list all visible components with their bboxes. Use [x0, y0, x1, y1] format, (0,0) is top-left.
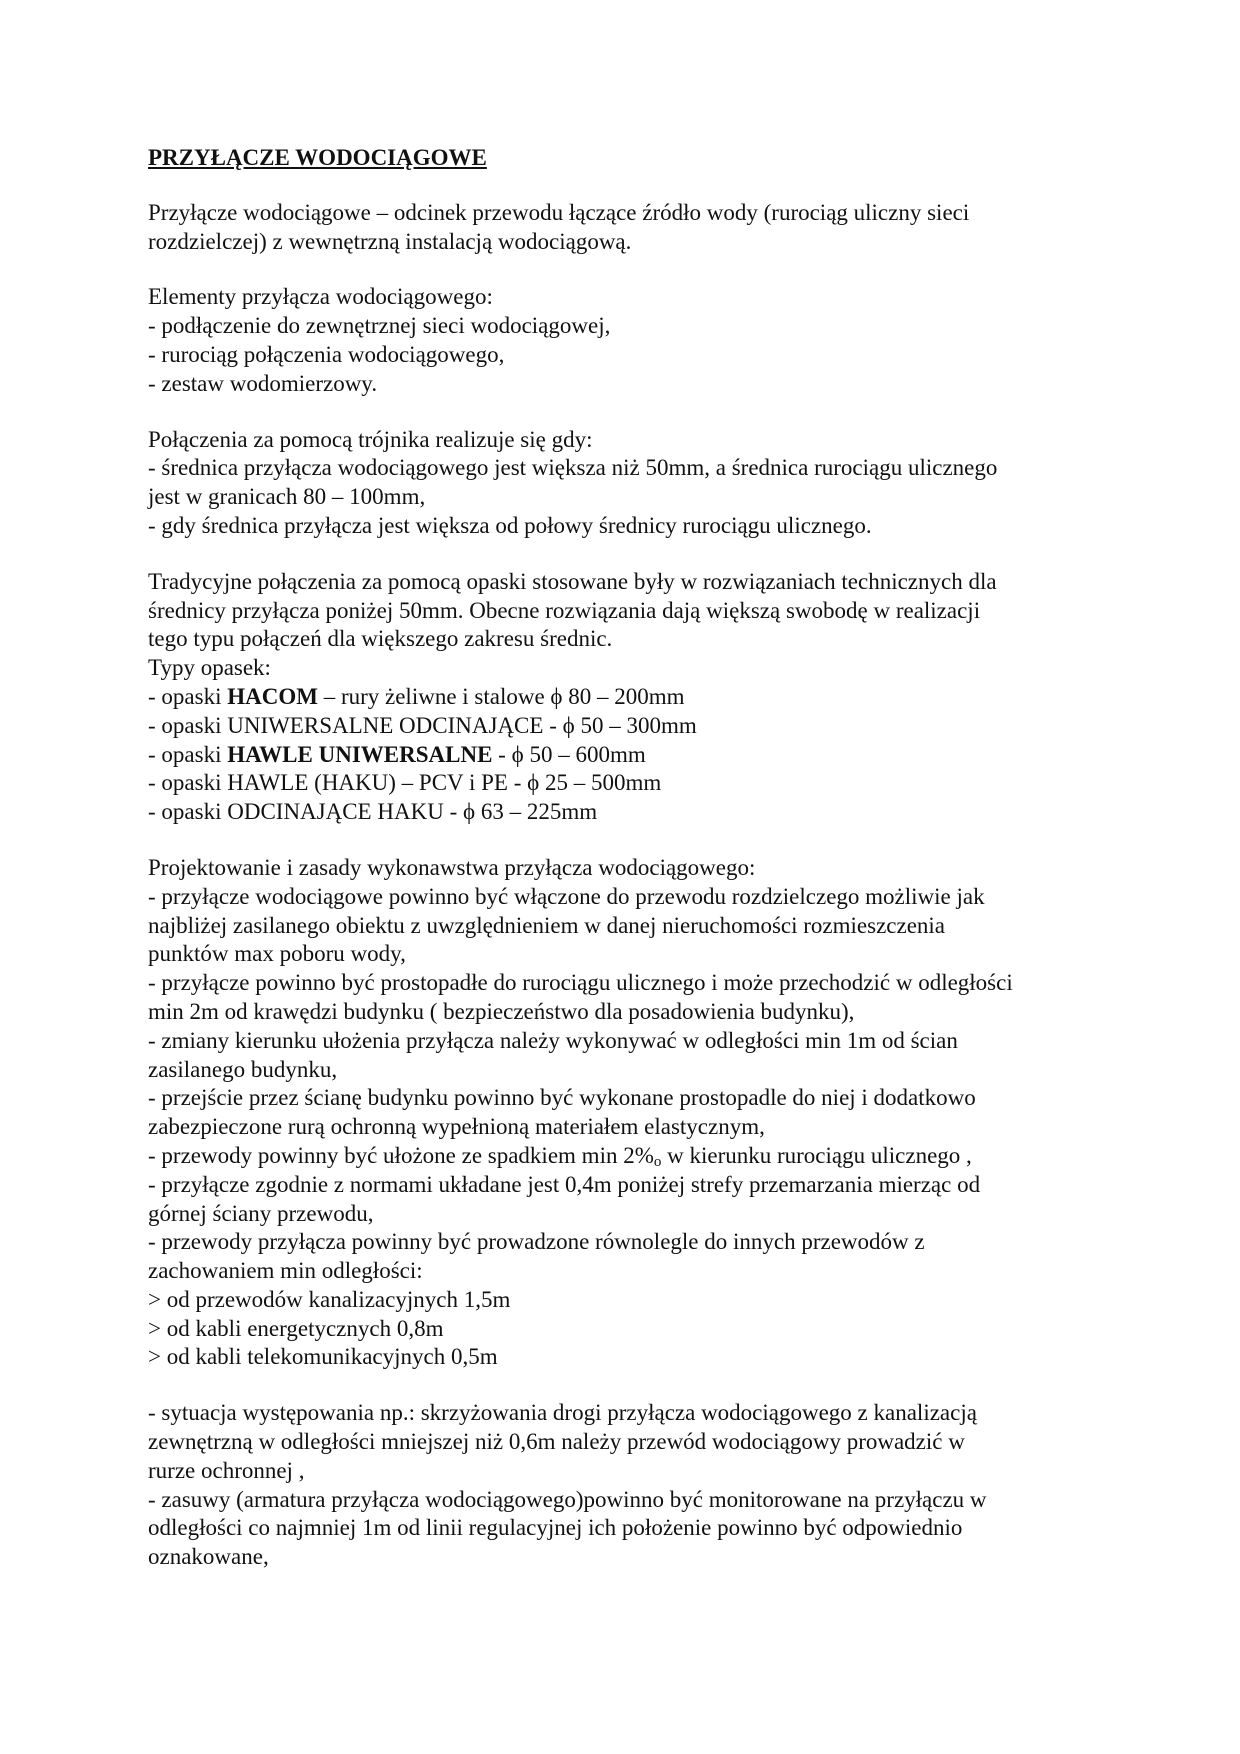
design-line: min 2m od krawędzi budynku ( bezpieczeństwo dla posadowienia budynku), [148, 998, 855, 1024]
design-line: - przyłącze powinno być prostopadłe do rurociągu ulicznego i może przechodzić w odległości [148, 970, 1013, 996]
list-item: jest w granicach 80 – 100mm, [148, 484, 426, 510]
slope-text-end: w kierunku rurociągu ulicznego , [661, 1142, 972, 1168]
clamp-range: - ϕ 50 – 300mm [543, 712, 697, 738]
design-line: - zmiany kierunku ułożenia przyłącza należy wykonywać w odległości min 1m od ścian [148, 1027, 958, 1053]
tee-heading: Połączenia za pomocą trójnika realizuje się gdy: [148, 426, 593, 452]
clamp-range: - ϕ 50 – 600mm [492, 741, 646, 767]
situation-line: oznakowane, [148, 1544, 269, 1570]
clamp-prefix: - opaski [148, 712, 228, 738]
slope-subscript: o [653, 1153, 662, 1170]
distance-item: > od kabli telekomunikacyjnych 0,5m [148, 1344, 498, 1370]
list-item: - średnica przyłącza wodociągowego jest większa niż 50mm, a średnica rurociągu ulicznego [148, 455, 998, 481]
design-line: - przyłącze wodociągowe powinno być włączone do przewodu rozdzielczego możliwie jak [148, 883, 985, 909]
design-section [148, 854, 1098, 1372]
clamp-name: HACOM [227, 683, 318, 709]
clamp-prefix: - opaski [148, 799, 228, 825]
design-line: - przejście przez ścianę budynku powinno być wykonane prostopadle do niej i dodatkowo [148, 1085, 976, 1111]
clamps-paragraph-line: tego typu połączeń dla większego zakresu średnic. [148, 626, 613, 652]
elements-heading: Elementy przyłącza wodociągowego: [148, 284, 493, 310]
situation-line: odległości co najmniej 1m od linii regulacyjnej ich położenie powinno być odpowiednio [148, 1515, 963, 1541]
clamps-paragraph-line: średnicy przyłącza poniżej 50mm. Obecne rozwiązania dają większą swobodę w realizacji [148, 597, 981, 623]
clamp-type-item [148, 741, 1098, 770]
clamp-name: HAWLE UNIWERSALNE [227, 741, 493, 767]
clamp-name: ODCINAJĄCE HAKU [227, 799, 444, 825]
clamps-section [148, 568, 1098, 827]
list-item: - rurociąg połączenia wodociągowego, [148, 341, 505, 367]
situation-line: rurze ochronnej , [148, 1457, 305, 1483]
situation-section [148, 1399, 1098, 1572]
design-line: punktów max poboru wody, [148, 941, 406, 967]
clamp-type-item [148, 798, 1098, 827]
clamp-type-item [148, 683, 1098, 712]
intro-paragraph [148, 199, 1098, 257]
slope-line [148, 1142, 1098, 1171]
design-line: zasilanego budynku, [148, 1056, 338, 1082]
situation-line: zewnętrzną w odległości mniejszej niż 0,6m należy przewód wodociągowy prowadzić w [148, 1429, 965, 1455]
distance-item: > od przewodów kanalizacyjnych 1,5m [148, 1286, 511, 1312]
situation-line: - zasuwy (armatura przyłącza wodociągowego)powinno być monitorowane na przyłączu w [148, 1486, 987, 1512]
clamp-range: – PCV i PE - ϕ 25 – 500mm [395, 770, 662, 796]
list-item: - zestaw wodomierzowy. [148, 370, 378, 396]
elements-section [148, 283, 1098, 398]
design-heading: Projektowanie i zasady wykonawstwa przyłącza wodociągowego: [148, 854, 756, 880]
clamp-types-heading: Typy opasek: [148, 655, 271, 681]
intro-line: Przyłącze wodociągowe – odcinek przewodu łączące źródło wody (rurociąg uliczny sieci [148, 199, 970, 225]
clamp-type-item [148, 712, 1098, 741]
document-title: PRZYŁĄCZE WODOCIĄGOWE [148, 145, 487, 170]
clamp-range: – rury żeliwne i stalowe ϕ 80 – 200mm [317, 683, 685, 709]
design-line: - przewody przyłącza powinny być prowadzone równolegle do innych przewodów z [148, 1229, 925, 1255]
clamp-prefix: - opaski [148, 741, 228, 767]
distance-item: > od kabli energetycznych 0,8m [148, 1315, 444, 1341]
design-line: zachowaniem min odległości: [148, 1258, 423, 1284]
intro-line: rozdzielczej) z wewnętrzną instalacją wodociągową. [148, 228, 632, 254]
clamp-range: - ϕ 63 – 225mm [443, 799, 598, 825]
clamp-name: HAWLE (HAKU) [227, 770, 396, 796]
tee-section [148, 426, 1098, 541]
clamps-paragraph-line: Tradycyjne połączenia za pomocą opaski stosowane były w rozwiązaniach technicznych dla [148, 568, 997, 594]
situation-line: - sytuacja występowania np.: skrzyżowania drogi przyłącza wodociągowego z kanalizacją [148, 1400, 977, 1426]
document-page [148, 144, 1098, 1599]
design-line: górnej ściany przewodu, [148, 1200, 374, 1226]
clamp-prefix: - opaski [148, 770, 228, 796]
clamp-name: UNIWERSALNE ODCINAJĄCE [227, 712, 544, 738]
list-item: - gdy średnica przyłącza jest większa od połowy średnicy rurociągu ulicznego. [148, 512, 872, 538]
design-line: - przyłącze zgodnie z normami układane jest 0,4m poniżej strefy przemarzania mierząc od [148, 1171, 981, 1197]
design-line: najbliżej zasilanego obiektu z uwzględnieniem w danej nieruchomości rozmieszczenia [148, 912, 946, 938]
design-line: zabezpieczone rurą ochronną wypełnioną materiałem elastycznym, [148, 1114, 765, 1140]
list-item: - podłączenie do zewnętrznej sieci wodociągowej, [148, 313, 611, 339]
clamp-prefix: - opaski [148, 683, 228, 709]
slope-text: - przewody powinny być ułożone ze spadkiem min 2% [148, 1142, 654, 1168]
clamp-type-item [148, 769, 1098, 798]
